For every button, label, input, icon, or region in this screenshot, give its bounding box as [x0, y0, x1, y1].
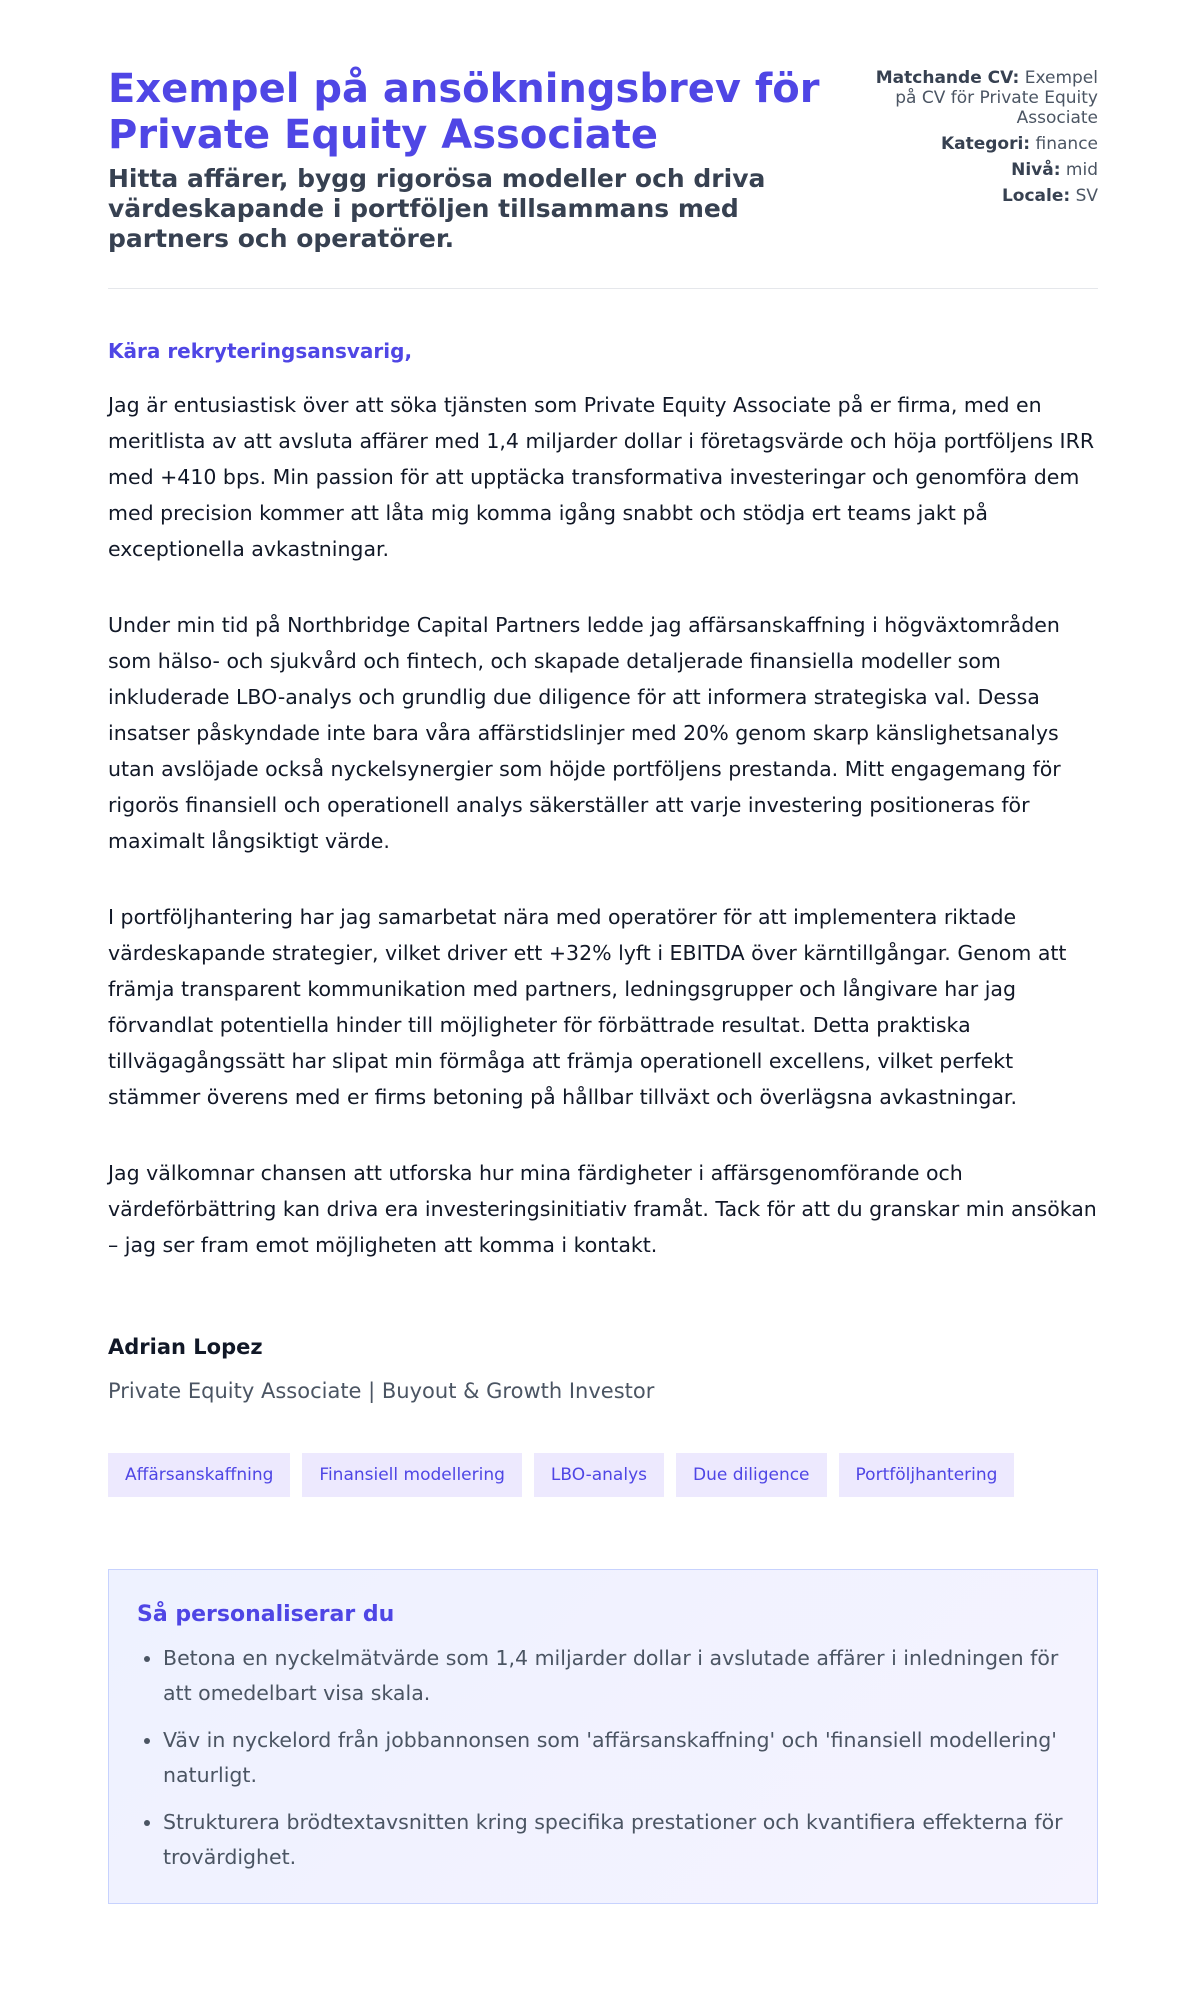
personalization-tips: [108, 1569, 1098, 1904]
skill-tag: Portföljhantering: [839, 1453, 1015, 1497]
letter-paragraph: Jag välkomnar chansen att utforska hur mina färdigheter i affärsgenomförande och värdeförbättring kan driva era investeringsinitiativ framåt. Tack för att du granskar min ansökan – jag ser fram emot möjligheten att komma i kontakt.: [108, 1161, 1097, 1257]
meta-category-label: Kategori:: [940, 134, 1031, 154]
tips-item: • Strukturera brödtextavsnitten kring specifika prestationer och kvantifiera effekterna för trovärdighet.: [163, 1805, 1069, 1875]
letter-paragraph: Jag är entusiastisk över att söka tjänsten som Private Equity Associate på er firma, med en meritlista av att avsluta affärer med 1,4 miljarder dollar i företagsvärde och höja portföljens IRR med +410 bps. Min passion för att upptäcka transformativa investeringar och genomföra dem med precision kommer att låta mig komma igång snabbt och stödja ert teams jakt på exceptionella avkastningar.: [108, 393, 1095, 561]
meta-level-label: Nivå:: [1011, 160, 1061, 180]
title-block: [108, 66, 828, 254]
meta-panel: [853, 68, 1098, 212]
meta-locale-value: SV: [1075, 186, 1098, 206]
meta-locale: [853, 186, 1098, 206]
page-subtitle: Hitta affärer, bygg rigorösa modeller och driva värdeskapande i portföljen tillsammans med partners och operatörer.: [108, 164, 766, 253]
meta-level: [853, 160, 1098, 180]
skill-tag: LBO-analys: [534, 1453, 664, 1497]
skill-tag: Due diligence: [676, 1453, 827, 1497]
meta-cv: [853, 68, 1098, 128]
tips-title: Så personaliserar du: [137, 1602, 395, 1627]
page-title: Exempel på ansökningsbrev för Private Equity Associate: [108, 66, 820, 158]
meta-cv-value[interactable]: Exempel på CV för Private Equity Associate: [895, 68, 1098, 128]
tips-item: • Väv in nyckelord från jobbannonsen som 'affärsanskaffning' och 'finansiell modellering' naturligt.: [163, 1723, 1069, 1793]
meta-locale-label: Locale:: [1001, 186, 1071, 206]
tips-item: • Betona en nyckelmätvärde som 1,4 miljarder dollar i avslutade affärer i inledningen för att omedelbart visa skala.: [163, 1641, 1069, 1711]
tips-list: [137, 1641, 1069, 1875]
page-header: [108, 66, 1098, 289]
cover-letter-page: [108, 0, 1098, 1904]
signature-name: Adrian Lopez: [108, 1335, 263, 1359]
letter-body: [108, 387, 1098, 1263]
skill-tag: Finansiell modellering: [302, 1453, 522, 1497]
meta-cv-label: Matchande CV:: [875, 68, 1020, 88]
skill-tag: Affärsanskaffning: [108, 1453, 290, 1497]
meta-category: [853, 134, 1098, 154]
letter-greeting: Kära rekryteringsansvarig,: [108, 339, 413, 363]
letter-paragraph: I portföljhantering har jag samarbetat nära med operatörer för att implementera riktade värdeskapande strategier, vilket driver ett +32% lyft i EBITDA över kärntillgångar. Genom att främja transparent kommunikation med partners, ledningsgrupper och långivare har jag förvandlat potentiella hinder till möjligheter för förbättrade resultat. Detta praktiska tillvägagångssätt har slipat min förmåga att främja operationell excellens, vilket perfekt stämmer överens med er firms betoning på hållbar tillväxt och överlägsna avkastningar.: [108, 905, 1067, 1109]
meta-category-value: finance: [1035, 134, 1098, 154]
meta-level-value: mid: [1065, 160, 1098, 180]
signature-title: Private Equity Associate | Buyout & Growth Investor: [108, 1379, 655, 1403]
skill-tags: [108, 1453, 1098, 1497]
letter-paragraph: Under min tid på Northbridge Capital Partners ledde jag affärsanskaffning i högväxtområden som hälso- och sjukvård och fintech, och skapade detaljerade finansiella modeller som inkluderade LBO-analys och grundlig due diligence för att informera strategiska val. Dessa insatser påskyndade inte bara våra affärstidslinjer med 20% genom skarp känslighetsanalys utan avslöjade också nyckelsynergier som höjde portföljens prestanda. Mitt engagemang för rigorös finansiell och operationell analys säkerställer att varje investering positioneras för maximalt långsiktigt värde.: [108, 613, 1061, 853]
